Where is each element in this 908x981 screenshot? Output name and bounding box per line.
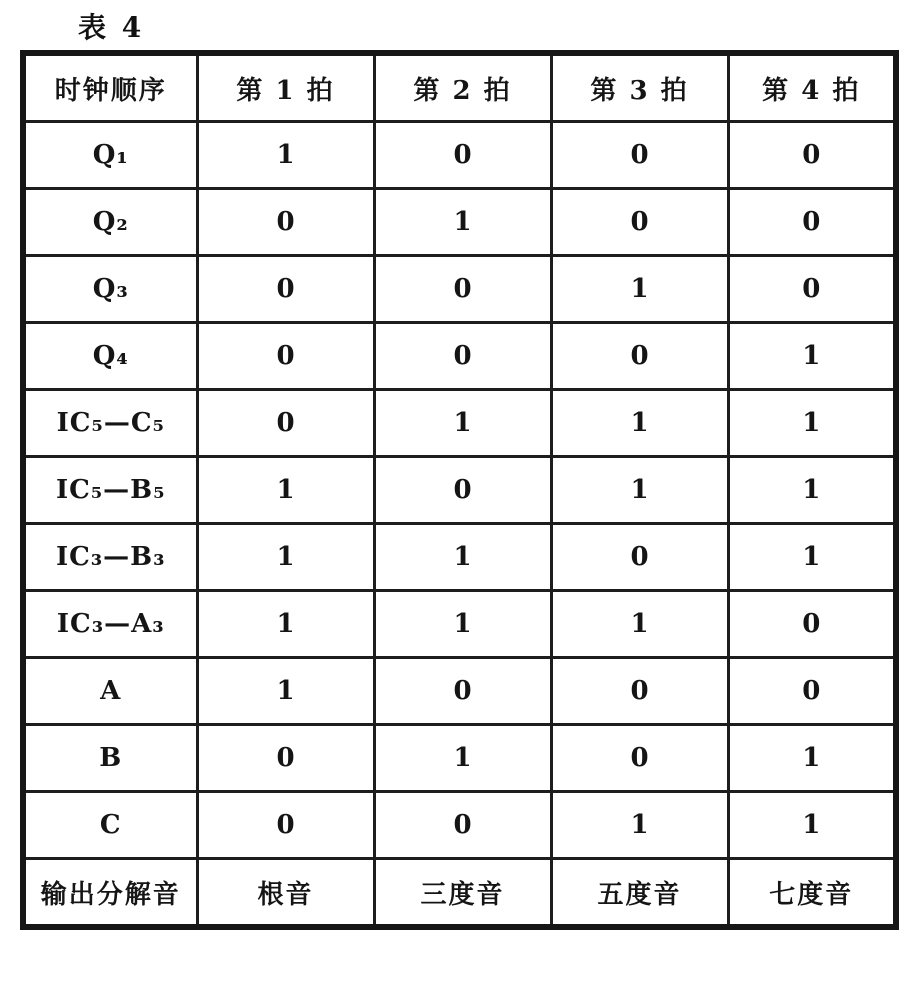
table-row-c (23, 792, 896, 859)
table-cell: 0 (728, 189, 896, 256)
table-cell: 1 (374, 725, 551, 792)
header-beat-3: 第 3 拍 (551, 53, 728, 122)
table-cell: 根音 (197, 859, 374, 928)
table-cell: 0 (551, 189, 728, 256)
row-label-cell: IC₃—A₃ (23, 591, 197, 658)
table-cell: 1 (197, 122, 374, 189)
table-cell: 1 (374, 390, 551, 457)
table-cell: 0 (374, 256, 551, 323)
table-cell: 0 (551, 658, 728, 725)
table-cell: 1 (551, 792, 728, 859)
table-cell: 三度音 (374, 859, 551, 928)
table-cell: 0 (197, 189, 374, 256)
table-row-q4 (23, 323, 896, 390)
table-cell: 1 (551, 457, 728, 524)
table-row-ic5-b5 (23, 457, 896, 524)
table-row-ic5-c5 (23, 390, 896, 457)
table-cell: 0 (197, 725, 374, 792)
table-cell: 1 (551, 390, 728, 457)
table-cell: 1 (197, 591, 374, 658)
table-cell: 1 (551, 256, 728, 323)
row-label-cell: Q₄ (23, 323, 197, 390)
table-cell: 1 (197, 658, 374, 725)
table-caption: 表 4 (78, 11, 145, 44)
row-label-cell: C (23, 792, 197, 859)
row-label-cell: Q₃ (23, 256, 197, 323)
table-cell: 1 (728, 390, 896, 457)
row-label-cell: IC₃—B₃ (23, 524, 197, 591)
table-cell: 1 (374, 524, 551, 591)
table-cell: 0 (551, 323, 728, 390)
table-cell: 1 (728, 725, 896, 792)
table-cell: 0 (374, 658, 551, 725)
row-label-cell: IC₅—B₅ (23, 457, 197, 524)
table-cell: 0 (197, 792, 374, 859)
table-cell: 1 (374, 189, 551, 256)
table-row-ic3-a3 (23, 591, 896, 658)
table-cell: 1 (374, 591, 551, 658)
table-cell: 0 (728, 591, 896, 658)
table-row-q1 (23, 122, 896, 189)
table-row-q2 (23, 189, 896, 256)
table-cell: 1 (197, 524, 374, 591)
table-cell: 0 (374, 323, 551, 390)
table-cell: 0 (197, 323, 374, 390)
header-row (23, 53, 896, 122)
header-clock-sequence: 时钟顺序 (23, 53, 197, 122)
table-cell: 0 (551, 122, 728, 189)
table-cell: 0 (197, 256, 374, 323)
table-cell: 0 (728, 122, 896, 189)
table-cell: 0 (374, 122, 551, 189)
table-cell: 0 (551, 524, 728, 591)
table-row-q3 (23, 256, 896, 323)
row-label-cell: IC₅—C₅ (23, 390, 197, 457)
row-label-cell: Q₁ (23, 122, 197, 189)
row-label-cell: Q₂ (23, 189, 197, 256)
table-cell: 1 (551, 591, 728, 658)
row-label-cell: A (23, 658, 197, 725)
header-beat-2: 第 2 拍 (374, 53, 551, 122)
table-cell: 0 (551, 725, 728, 792)
table-cell: 1 (728, 792, 896, 859)
table-cell: 1 (728, 524, 896, 591)
table-cell: 0 (197, 390, 374, 457)
table-cell: 0 (374, 792, 551, 859)
table-cell: 0 (374, 457, 551, 524)
table-cell: 0 (728, 658, 896, 725)
table-row-output-tone (23, 859, 896, 928)
clock-sequence-table (20, 50, 899, 930)
table-cell: 1 (728, 457, 896, 524)
header-beat-1: 第 1 拍 (197, 53, 374, 122)
header-beat-4: 第 4 拍 (728, 53, 896, 122)
table-row-ic3-b3 (23, 524, 896, 591)
row-label-cell: B (23, 725, 197, 792)
table-cell: 五度音 (551, 859, 728, 928)
table-cell: 1 (728, 323, 896, 390)
table-cell: 1 (197, 457, 374, 524)
row-label-cell: 输出分解音 (23, 859, 197, 928)
table-row-b (23, 725, 896, 792)
table-row-a (23, 658, 896, 725)
table-cell: 七度音 (728, 859, 896, 928)
table-cell: 0 (728, 256, 896, 323)
